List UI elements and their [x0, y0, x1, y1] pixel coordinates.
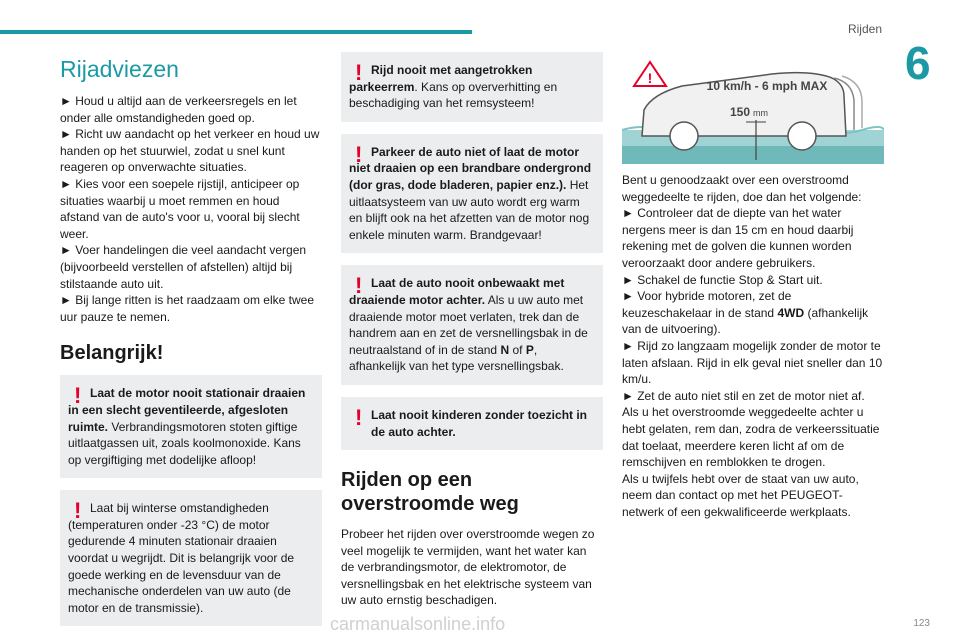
- flooded-road-illustration: [622, 52, 884, 164]
- warning-icon: !: [74, 383, 82, 409]
- warning-text: Verbrandingsmotoren stoten giftige uitlaatgassen uit, zoals koolmonoxide. Kans op vergiftiging met dodelijke afloop!: [68, 419, 301, 467]
- warning-text: Laat bij winterse omstandigheden (temperaturen onder -23 °C) de motor gedurende 4 minuten stationair draaien voordat u wegrijdt. Dit is belangrijk voor de goede werking en de levensduur van de mechanische onderdelen van uw auto (de motor en de transmissie).: [68, 501, 295, 615]
- bullet-1: ► Houd u altijd aan de verkeersregels en let onder alle omstandigheden goed op.: [60, 94, 297, 125]
- warning-box-winter: [60, 490, 322, 626]
- warning-text: , afhankelijk van het type versnellingsbak.: [349, 342, 564, 374]
- warning-box-unattended: [341, 265, 603, 385]
- section-label: Rijden: [847, 22, 882, 36]
- header-accent-bar: [0, 30, 472, 34]
- gear-p: P: [525, 342, 534, 357]
- bullet-2: ► Richt uw aandacht op het verkeer en houd uw handen op het stuurwiel, zodat u snel kunt reageren op onverwachte situaties.: [60, 127, 320, 175]
- flood-bullet-5: ► Zet de auto niet stil en zet de motor niet af.: [622, 388, 865, 403]
- warning-box-parking-brake: [341, 52, 603, 122]
- important-heading: Belangrijk!: [60, 342, 164, 365]
- warning-box-ventilation: [60, 375, 322, 478]
- warning-box-children: [341, 397, 603, 450]
- warning-bold: Parkeer de auto niet of laat de motor niet draaien op een brandbare ondergrond (dor gras, dode bladeren, papier enz.).: [349, 144, 592, 192]
- flood-heading: Rijden op een overstroomde weg: [341, 469, 519, 516]
- warning-text: of: [509, 342, 526, 357]
- warning-box-flammable-ground: [341, 134, 603, 254]
- flood-bullet-3: [622, 288, 884, 338]
- warning-icon: !: [355, 404, 363, 430]
- illus-depth-value: 150: [729, 105, 750, 119]
- flood-intro: Probeer het rijden over overstroomde wegen zo veel mogelijk te vermijden, want het water kan de verbrandingsmotor, de elektromotor, de versnellingsbak en het elektrische systeem van uw auto ernstig beschadigen.: [341, 527, 595, 608]
- flood-bullet-4: ► Rijd zo langzaam mogelijk zonder de motor te laten afslaan. Rijd in elk geval niet sneller dan 10 km/u.: [622, 338, 883, 387]
- flood-bullet-1: ► Controleer dat de diepte van het water nergens meer is dan 15 cm en houd daarbij rekening met de golven die kunnen worden veroorzaakt door andere gebruikers.: [622, 206, 854, 270]
- svg-text:!: !: [647, 70, 653, 86]
- warning-bold: Laat nooit kinderen zonder toezicht in de auto achter.: [371, 407, 588, 439]
- warning-icon: !: [74, 498, 82, 524]
- column-2: [341, 52, 603, 609]
- column-1: [60, 52, 322, 638]
- warning-bold: Laat de motor nooit stationair draaien in een slecht geventileerde, afgesloten ruimte.: [68, 386, 306, 434]
- bullet-3: ► Kies voor een soepele rijstijl, anticipeer op situaties waarbij u moet remmen en houd afstand van de auto's voor u, vooral bij slecht weer.: [60, 176, 300, 241]
- flood-para-3: Als u twijfels hebt over de staat van uw auto, neem dan contact op met het PEUGEOT-netwerk of een gekwalificeerde werkplaats.: [622, 471, 859, 519]
- warning-icon: !: [355, 273, 363, 299]
- gear-n: N: [500, 342, 510, 357]
- bullet-text: (afhankelijk van de uitvoering).: [622, 305, 869, 337]
- column-3: [622, 52, 884, 520]
- flood-para-2: Als u het overstroomde weggedeelte achter u hebt gelaten, rem dan, zodra de verkeerssituatie dat toelaat, meerdere keren licht af om de remschijven en remblokken te drogen.: [622, 405, 880, 470]
- page-number: 123: [913, 618, 930, 629]
- illus-depth-unit: mm: [753, 108, 768, 118]
- illus-speed-label: 10 km/h - 6 mph MAX: [706, 79, 828, 93]
- warning-icon: !: [355, 141, 363, 167]
- warning-icon: !: [355, 60, 363, 85]
- bullet-text: ► Voor hybride motoren, zet de keuzeschakelaar in de stand: [622, 289, 792, 320]
- flood-para-1: Bent u genoodzaakt over een overstroomd weggedeelte te rijden, doe dan het volgende:: [622, 173, 862, 204]
- warning-bold: Laat de auto nooit onbewaakt met draaiende motor achter.: [349, 276, 565, 307]
- flood-bullet-2: ► Schakel de functie Stop & Start uit.: [622, 272, 823, 287]
- mode-4wd: 4WD: [777, 305, 805, 320]
- bullet-5: ► Bij lange ritten is het raadzaam om elke twee uur pauze te nemen.: [60, 293, 314, 324]
- warning-text: Als u uw auto met draaiende motor moet verlaten, trek dan de handrem aan en zet de versnellingsbak in de neutraalstand of in de stand: [349, 292, 588, 357]
- page-title: Rijadviezen: [60, 56, 179, 82]
- warning-text: . Kans op oververhitting en beschadiging van het remsysteem!: [349, 79, 558, 111]
- warning-bold: Rijd nooit met aangetrokken parkeerrem: [349, 63, 533, 94]
- watermark: carmanualsonline.info: [330, 614, 506, 634]
- bullet-4: ► Voer handelingen die veel aandacht vergen (bijvoorbeeld verstellen of afstellen) altijd bij stilstaande auto uit.: [60, 243, 307, 291]
- warning-text: Het uitlaatsysteem van uw auto wordt erg warm en blijft ook na het afzetten van de motor nog enkele minuten warm. Brandgevaar!: [349, 177, 590, 242]
- chapter-number: 6: [905, 37, 931, 89]
